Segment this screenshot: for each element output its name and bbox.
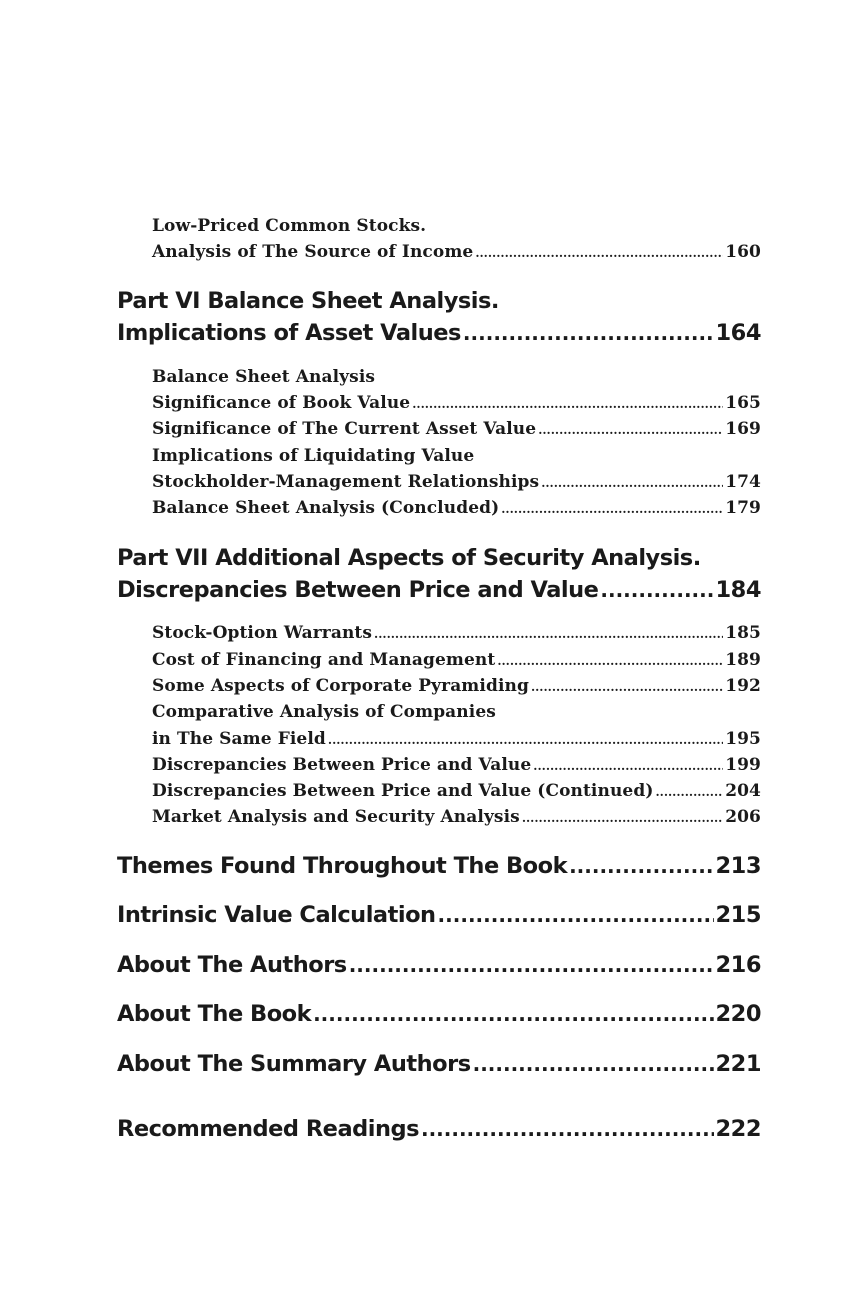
toc-line	[152, 702, 761, 726]
section-entry[interactable]	[117, 902, 761, 934]
toc-entry-title: Low-Priced Common Stocks.	[152, 216, 427, 236]
section-title: About The Authors	[117, 952, 347, 978]
toc-line	[152, 216, 761, 240]
toc-entry-title: Significance of The Current Asset Value	[152, 419, 537, 439]
toc-entry-title: Significance of Book Value	[152, 393, 411, 413]
part-heading	[117, 545, 761, 577]
toc-page-number: 215	[715, 902, 761, 928]
dot-leader	[533, 755, 723, 775]
toc-line	[152, 446, 761, 470]
toc-entry-title: Some Aspects of Corporate Pyramiding	[152, 676, 529, 696]
dot-leader	[655, 781, 723, 801]
dot-leader	[501, 498, 723, 518]
toc-entry-title: Market Analysis and Security Analysis	[152, 807, 520, 827]
toc-page-number: 222	[715, 1116, 761, 1142]
toc-entry[interactable]	[152, 498, 761, 522]
section-entry[interactable]	[117, 1051, 761, 1083]
toc-page-number: 199	[725, 755, 761, 775]
toc-entry[interactable]	[152, 781, 761, 805]
toc-entry[interactable]	[152, 807, 761, 831]
toc-entry-title: Discrepancies Between Price and Value (Continued)	[152, 781, 654, 801]
toc-entry-title: in The Same Field	[152, 729, 326, 749]
toc-page-number: 204	[725, 781, 761, 801]
part-title: Discrepancies Between Price and Value	[117, 577, 599, 603]
toc-page-number: 220	[715, 1001, 761, 1027]
dot-leader	[438, 902, 714, 928]
dot-leader	[475, 242, 723, 262]
section-entry[interactable]	[117, 853, 761, 885]
toc-entry-title: Balance Sheet Analysis (Concluded)	[152, 498, 500, 518]
dot-leader	[421, 1116, 714, 1142]
toc-page-number: 185	[725, 623, 761, 643]
toc-page-number: 213	[715, 853, 761, 879]
toc-entry-title: Analysis of The Source of Income	[152, 242, 474, 262]
part-title: Implications of Asset Values	[117, 320, 461, 346]
toc-entry-title: Stockholder-Management Relationships	[152, 472, 540, 492]
toc-page-number: 216	[715, 952, 761, 978]
dot-leader	[328, 729, 723, 749]
section-entry[interactable]	[117, 1001, 761, 1033]
dot-leader	[473, 1051, 714, 1077]
dot-leader	[538, 419, 723, 439]
toc-entry-title: Balance Sheet Analysis	[152, 367, 376, 387]
dot-leader	[412, 393, 723, 413]
toc-entry[interactable]	[152, 755, 761, 779]
toc-entry[interactable]	[152, 650, 761, 674]
toc-page-number: 160	[725, 242, 761, 262]
dot-leader	[600, 577, 713, 603]
toc-line	[152, 367, 761, 391]
toc-entry-title: Stock-Option Warrants	[152, 623, 373, 643]
dot-leader	[522, 807, 723, 827]
toc-entry[interactable]	[152, 393, 761, 417]
section-title: Themes Found Throughout The Book	[117, 853, 568, 879]
section-entry[interactable]	[117, 1116, 761, 1148]
section-title: Recommended Readings	[117, 1116, 419, 1142]
part-entry[interactable]	[117, 577, 761, 609]
dot-leader	[497, 650, 723, 670]
toc-entry-title: Comparative Analysis of Companies	[152, 702, 496, 722]
dot-leader	[569, 853, 713, 879]
toc-page-number: 184	[715, 577, 761, 603]
section-title: Intrinsic Value Calculation	[117, 902, 436, 928]
dot-leader	[541, 472, 723, 492]
part-title: Part VII Additional Aspects of Security Analysis.	[117, 545, 701, 571]
dot-leader	[463, 320, 714, 346]
dot-leader	[313, 1001, 713, 1027]
toc-page-number: 165	[725, 393, 761, 413]
toc-page-number: 192	[725, 676, 761, 696]
toc-entry-title: Cost of Financing and Management	[152, 650, 496, 670]
dot-leader	[349, 952, 714, 978]
toc-page-number: 169	[725, 419, 761, 439]
toc-entry[interactable]	[152, 242, 761, 266]
toc-page-number: 206	[725, 807, 761, 827]
toc-page-number: 179	[725, 498, 761, 518]
dot-leader	[374, 623, 723, 643]
toc-entry[interactable]	[152, 623, 761, 647]
toc-page-number: 164	[715, 320, 761, 346]
part-heading	[117, 288, 761, 320]
toc-entry-title: Discrepancies Between Price and Value	[152, 755, 532, 775]
section-entry[interactable]	[117, 952, 761, 984]
toc-entry[interactable]	[152, 676, 761, 700]
toc-entry-title: Implications of Liquidating Value	[152, 446, 475, 466]
toc-page-number: 174	[725, 472, 761, 492]
section-title: About The Summary Authors	[117, 1051, 471, 1077]
dot-leader	[531, 676, 723, 696]
toc-entry[interactable]	[152, 472, 761, 496]
part-entry[interactable]	[117, 320, 761, 352]
toc-page-number: 221	[715, 1051, 761, 1077]
toc-page-number: 189	[725, 650, 761, 670]
toc-page-number: 195	[725, 729, 761, 749]
part-title: Part VI Balance Sheet Analysis.	[117, 288, 499, 314]
section-title: About The Book	[117, 1001, 312, 1027]
toc-entry[interactable]	[152, 729, 761, 753]
toc-entry[interactable]	[152, 419, 761, 443]
